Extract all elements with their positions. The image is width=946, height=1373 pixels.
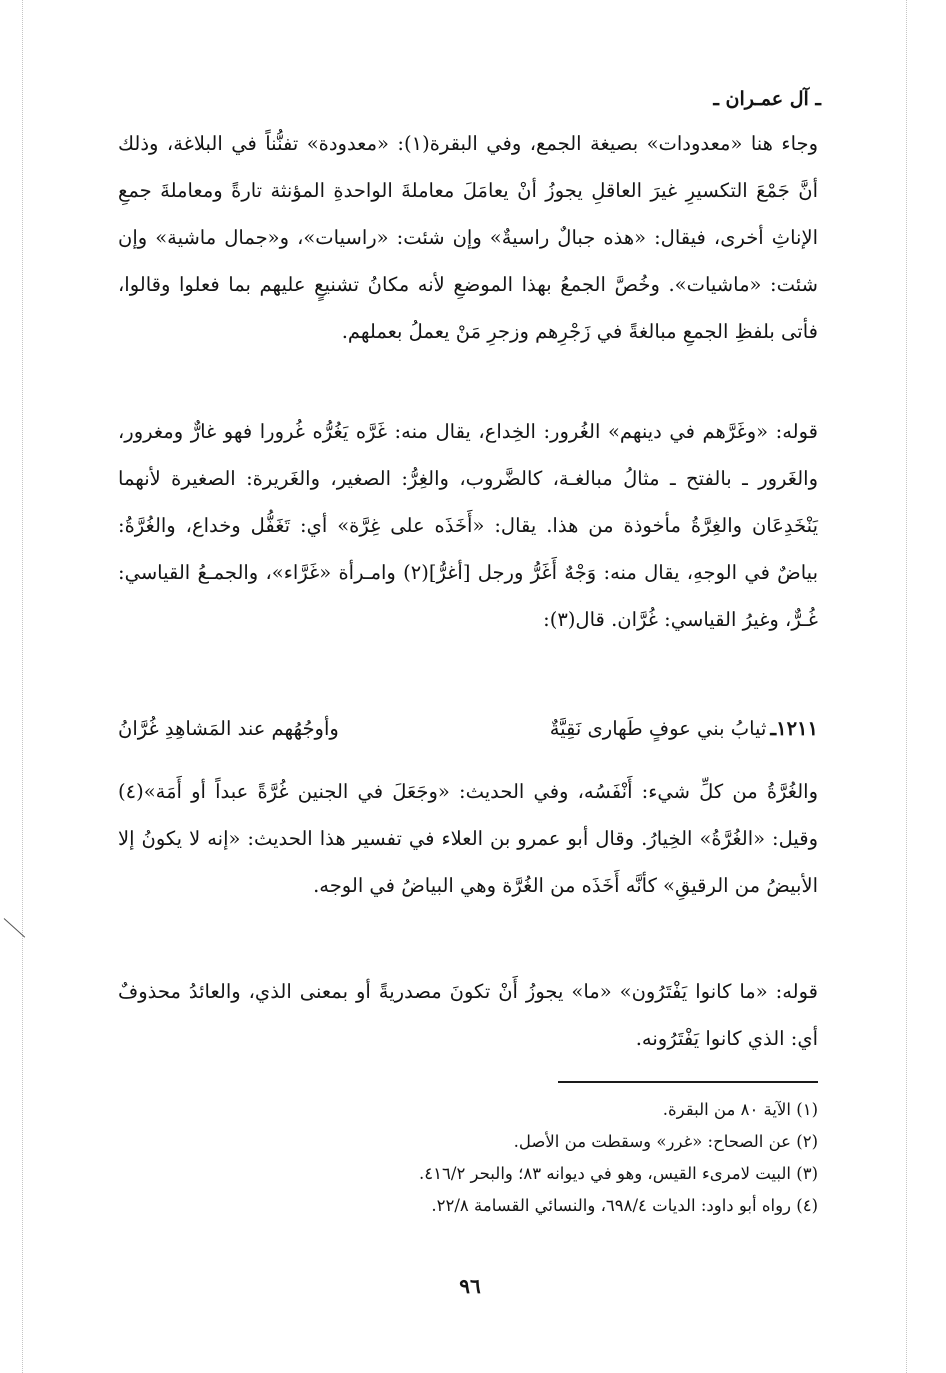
paragraph-4: قوله: «ما كانوا يَفْتَرُون» «ما» يجوزُ أَنْ تكونَ مصدريةً أو بمعنى الذي، والعائدُ محذوفٌ أي: الذي كانوا يَفْتَرُونه. — [118, 980, 818, 1050]
verse-number: ١٢١١ـ — [770, 717, 818, 740]
verse-first-hemistich: ثيابُ بني عوفٍ طَهارى نَقِيَّةٌ — [549, 717, 767, 740]
page-number: ٩٦ — [459, 1274, 481, 1298]
footnote-2: (٢) عن الصحاح: «غرر» وسقطت من الأصل. — [513, 1132, 818, 1151]
footnote-separator — [558, 1081, 818, 1083]
running-head: ـ آل عمـران ـ — [713, 88, 821, 110]
footnote-4: (٤) رواه أبو داود: الديات ٦٩٨/٤، والنسائي القسامة ٢٢/٨. — [431, 1196, 818, 1215]
poetry-verse — [118, 705, 818, 752]
left-margin-guide — [22, 0, 23, 1373]
footnote-1: (١) الآية ٨٠ من البقرة. — [662, 1100, 818, 1119]
footnote-3: (٣) البيت لامرىء القيس، وهو في ديوانه ٨٣؛ والبحر ٤١٦/٢. — [419, 1164, 818, 1183]
verse-second-hemistich: وأوجُهُهم عند المَشاهِدِ غُرَّانُ — [118, 717, 339, 740]
paragraph-3: والغُرَّةُ من كلِّ شيء: أَنْفَسُه، وفي الحديث: «وجَعَلَ في الجنين غُرَّةً عبداً أو أَمَة»(٤) وقيل: «الغُرَّةُ» الخِيارُ. وقال أبو عمرو بن العلاء في تفسير هذا الحديث: «إنه لا يكونُ إلا الأبيضُ من الرقيقِ» كأنَّه أَخَذَه من الغُرَّة وهي البياضُ في الوجه. — [118, 780, 818, 897]
paragraph-1: وجاء هنا «معدودات» بصيغة الجمع، وفي البقرة(١): «معدودة» تفنُّناً في البلاغة، وذلك أنَّ جَمْعَ التكسيرِ غيرَ العاقلِ يجوزُ أنْ يعامَلَ معاملةَ الواحدةِ المؤنثة تارةً ومعاملةَ جمعِ الإناثِ أخرى، فيقال: «هذه جبالٌ راسيةٌ» وإن شئت: «راسيات»، و«جمال ماشية» وإن شئت: «ماشيات». وخُصَّ الجمعُ بهذا الموضعِ لأنه مكانُ تشنيعٍ عليهم بما فعلوا وقالوا، فأتى بلفظِ الجمعِ مبالغةً في زَجْرِهم وزجرِ مَنْ يعملُ بعملهم. — [118, 132, 819, 343]
footnotes — [118, 1094, 818, 1222]
right-margin-guide — [906, 0, 907, 1373]
paragraph-2: قوله: «وغَرَّهم في دينهم» الغُرور: الخِداع، يقال منه: غَرَّه يَغُرُّه غُرورا فهو غارٌّ ومغرور، والغَرور ـ بالفتح ـ مثالُ مبالغـة، كالضَّروب، والغِرُّ: الصغير، والغَريرة: الصغيرة لأنهما يَنْخَدِعَان والغِرَّةُ مأخوذة من هذا. يقال: «أَخَذَه على غِرَّة» أي: تَغَفُّل وخداع، والغُرَّةُ: بياضٌ في الوجهِ، يقال منه: وَجْهٌ أَغَرُّ ورجل [أغرُّ](٢) وامـرأة «غَرَّاء»، والجمـعُ القياسي: غُـرٌّ، وغيرُ القياسي: غُرَّان. قال(٣): — [118, 420, 818, 631]
